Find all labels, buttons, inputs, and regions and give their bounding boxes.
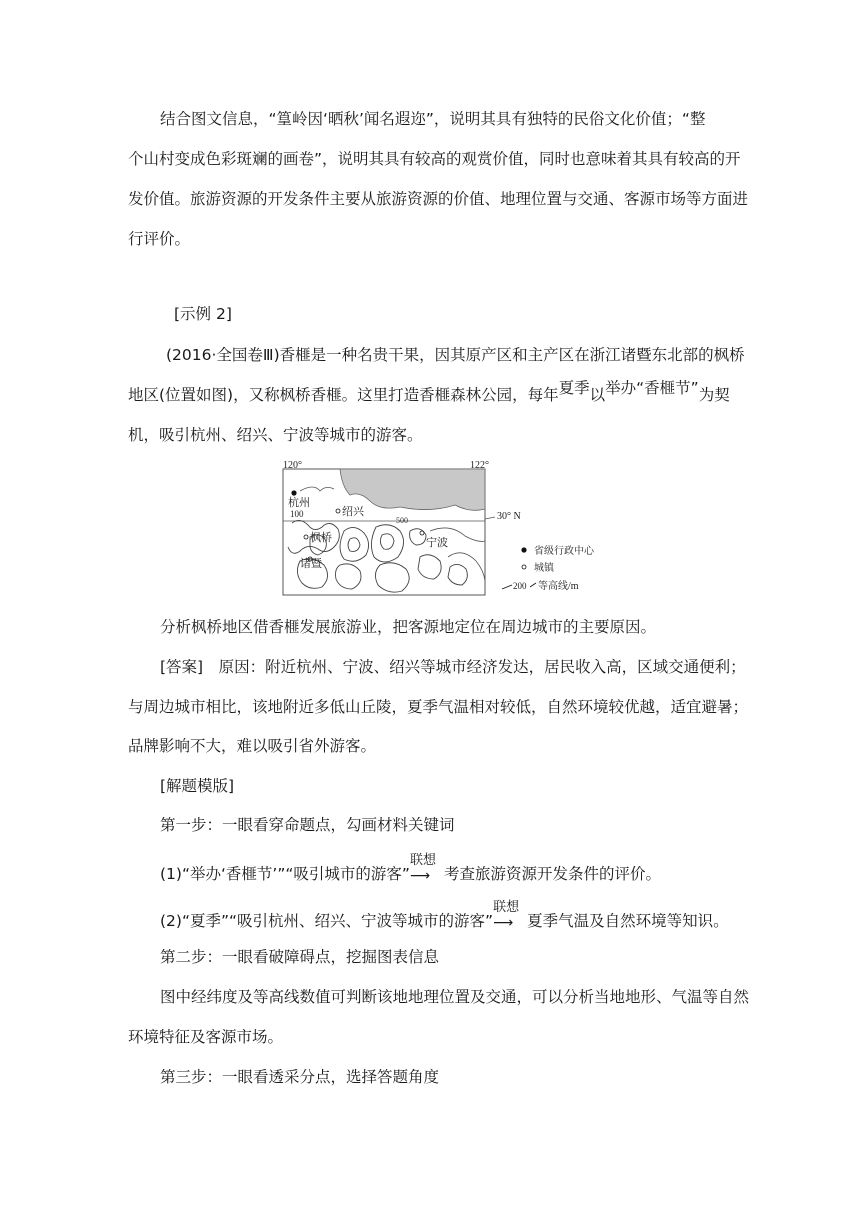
answer-line-1: [答案] 原因：附近杭州、宁波、绍兴等城市经济发达，居民收入高，区域交通便利； — [160, 658, 746, 676]
solution-item-1-keywords: (1)“举办‘香榧节’”“吸引城市的游客” — [160, 865, 410, 883]
lon-120-label: 120° — [283, 461, 302, 471]
fengqiao-label: 枫桥 — [310, 532, 332, 544]
hangzhou-marker — [291, 490, 296, 495]
solution-step-3: 第三步：一眼看透采分点，选择答题角度 — [160, 1068, 440, 1086]
legend-contour-label: 等高线/m — [538, 581, 579, 592]
right-arrow-icon: ⟶ — [409, 868, 431, 884]
shaoxing-label: 绍兴 — [342, 506, 364, 518]
answer-line-3: 品牌影响不大，难以吸引省外游客。 — [128, 737, 377, 755]
intro-line-3: 发价值。旅游资源的开发条件主要从旅游资源的价值、地理位置与交通、客源市场等方面进 — [128, 190, 749, 208]
contour-100-label: 100 — [290, 509, 304, 519]
association-word-1: 联想 — [409, 853, 436, 868]
lon-122-label: 122° — [470, 461, 489, 471]
hangzhou-label: 杭州 — [288, 497, 310, 509]
example-question-line-2 — [128, 379, 730, 405]
location-map — [280, 461, 652, 597]
solution-item-2-conclusion: 夏季气温及自然环境等知识。 — [527, 912, 729, 930]
answer-line-2: 与周边城市相比，该地附近多低山丘陵，夏季气温相对较低，自然环境较优越，适宜避暑； — [128, 698, 749, 716]
example-q2-part-b: 夏季 — [558, 379, 590, 397]
association-arrow-2 — [493, 900, 527, 931]
legend-capital-symbol — [521, 547, 526, 552]
example-question-line-3: 机，吸引杭州、绍兴、宁波等城市的游客。 — [128, 426, 423, 444]
location-map-figure — [280, 461, 652, 597]
example-q2-part-e: 为契 — [698, 386, 730, 404]
solution-item-1 — [160, 853, 661, 884]
example-tag: [示例 2] — [174, 305, 232, 323]
ningbo-label: 宁波 — [426, 537, 448, 549]
lat-30-label: 30° N — [497, 511, 521, 522]
association-arrow-1 — [409, 853, 444, 884]
analysis-question: 分析枫桥地区借香榧发展旅游业，把客源地定位在周边城市的主要原因。 — [160, 618, 657, 636]
zhuji-label: 诸暨 — [300, 558, 322, 570]
solution-item-1-conclusion: 考查旅游资源开发条件的评价。 — [443, 865, 661, 883]
example-q2-part-c: 以 — [589, 386, 606, 404]
association-word-2: 联想 — [493, 900, 520, 915]
legend-capital-label: 省级行政中心 — [534, 546, 594, 557]
intro-line-4: 行评价。 — [128, 230, 191, 248]
legend-contour-value: 200 — [513, 581, 527, 591]
solution-item-2-keywords: (2)“夏季”“吸引杭州、绍兴、宁波等城市的游客” — [160, 912, 494, 930]
example-q2-part-d: 举办“香榧节” — [605, 379, 699, 397]
solution-item-2 — [160, 900, 729, 931]
legend-town-label: 城镇 — [534, 563, 554, 574]
solution-analysis-line-2: 环境特征及客源市场。 — [128, 1028, 284, 1046]
intro-line-2: 个山村变成色彩斑斓的画卷”，说明其具有较高的观赏价值，同时也意味着其具有较高的开 — [128, 150, 741, 168]
example-question-line-1: (2016·全国卷Ⅲ)香榧是一种名贵干果，因其原产区和主产区在浙江诸暨东北部的枫桥 — [166, 346, 745, 364]
solution-step-1: 第一步：一眼看穿命题点，勾画材料关键词 — [160, 816, 455, 834]
solution-analysis-line-1: 图中经纬度及等高线数值可判断该地地理位置及交通，可以分析当地地形、气温等自然 — [160, 988, 750, 1006]
right-arrow-icon: ⟶ — [493, 915, 514, 931]
contour-500-label: 500 — [396, 516, 408, 525]
solution-step-2: 第二步：一眼看破障碍点，挖掘图表信息 — [160, 948, 440, 966]
solution-header: [解题模版] — [160, 777, 235, 795]
example-q2-part-a: 地区(位置如图)，又称枫桥香榧。这里打造香榧森林公园，每年 — [128, 386, 559, 404]
intro-line-1: 结合图文信息，“篁岭因‘晒秋’闻名遐迩”，说明其具有独特的民俗文化价值；“整 — [160, 110, 706, 128]
